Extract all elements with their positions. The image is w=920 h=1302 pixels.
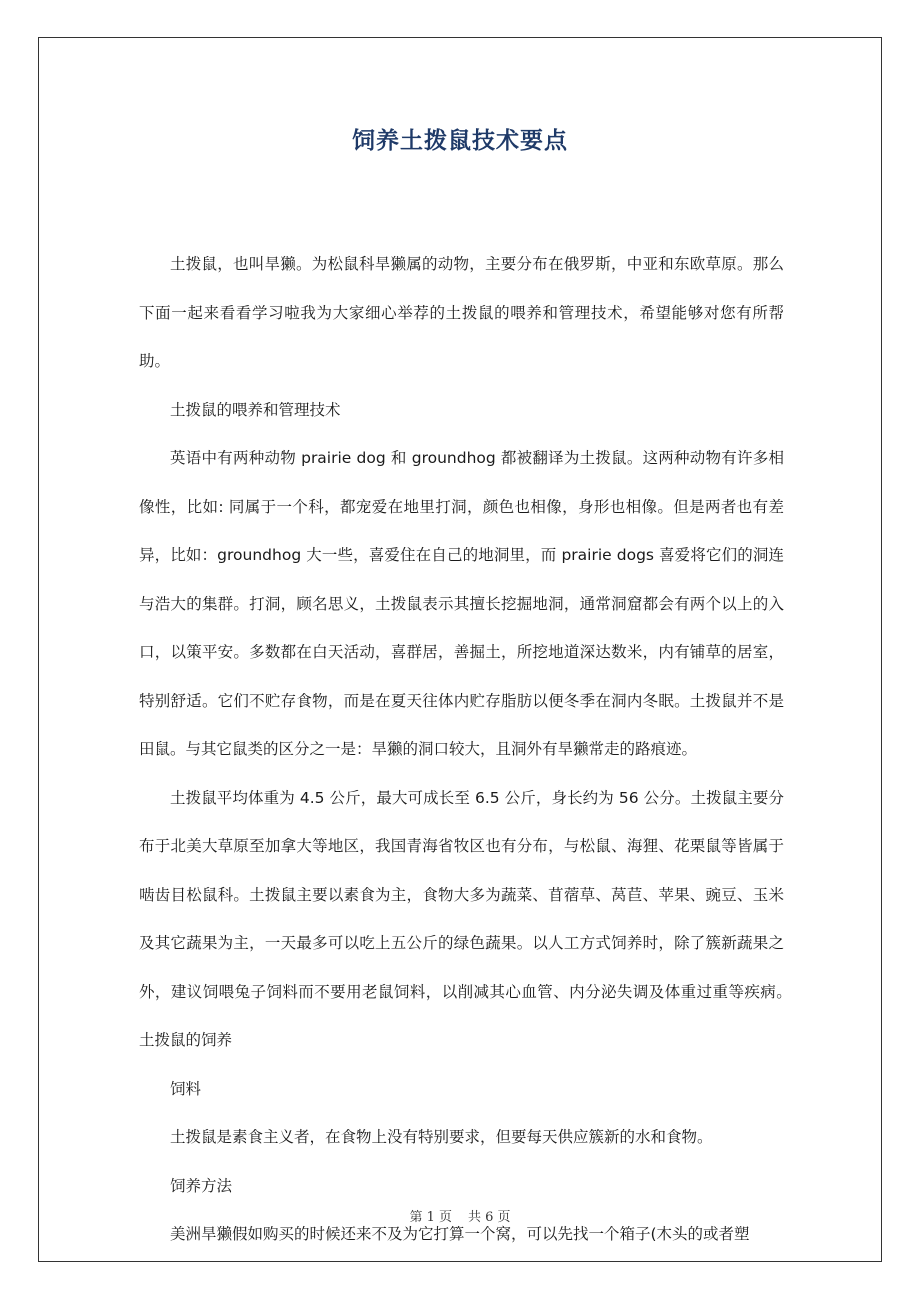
paragraph-two-animals: 英语中有两种动物 prairie dog 和 groundhog 都被翻译为土拨鼠。这两种动物有许多相像性，比如: 同属于一个科，都宠爱在地里打洞，颜色也相像，身形也相像。但是两者也有差异，比如：groundhog 大一些，喜爱住在自己的地洞里，而 prairie dogs 喜爱将它们的洞连与浩大的集群。打洞，顾名思义，土拨鼠表示其擅长挖掘地洞，通常洞窟都会有两个以上的入口，以策平安。多数都在白天活动，喜群居，善掘土，所挖地道深达数米，内有铺草的居室，特别舒适。它们不贮存食物，而是在夏天往体内贮存脂肪以便冬季在洞内冬眠。土拨鼠并不是田鼠。与其它鼠类的区分之一是：旱獭的洞口较大，且洞外有旱獭常走的路痕迹。 [139,449,784,758]
paragraph-method: 美洲旱獭假如购买的时候还来不及为它打算一个窝，可以先找一个箱子(木头的或者塑 [170,1225,750,1243]
document-title: 饲养土拨鼠技术要点 [352,128,568,154]
paragraph-feed: 土拨鼠是素食主义者，在食物上没有特别要求，但要每天供应簇新的水和食物。 [170,1128,713,1146]
page-total: 共 6 页 [468,1210,511,1225]
page-footer [0,1206,920,1225]
section-heading-feed: 饲料 [170,1079,202,1098]
document-body [139,240,816,1259]
paragraph-intro: 土拨鼠，也叫旱獭。为松鼠科旱獭属的动物，主要分布在俄罗斯，中亚和东欧草原。那么下面一起来看看学习啦我为大家细心举荐的土拨鼠的喂养和管理技术，希望能够对您有所帮助。 [139,255,784,370]
paragraph-weight-diet: 土拨鼠平均体重为 4.5 公斤，最大可成长至 6.5 公斤，身长约为 56 公分。土拨鼠主要分布于北美大草原至加拿大等地区，我国青海省牧区也有分布，与松鼠、海狸、花栗鼠等皆属于啮齿目松鼠科。土拨鼠主要以素食为主，食物大多为蔬菜、苜蓿草、莴苣、苹果、豌豆、玉米及其它蔬果为主，一天最多可以吃上五公斤的绿色蔬果。以人工方式饲养时，除了簇新蔬果之外，建议饲喂兔子饲料而不要用老鼠饲料，以削减其心血管、内分泌失调及体重过重等疾病。 土拨鼠的饲养 [139,788,816,1049]
page-number: 第 1 页 [409,1210,452,1225]
section-heading-method: 饲养方法 [170,1176,233,1195]
section-heading-care: 土拨鼠的喂养和管理技术 [170,400,341,419]
